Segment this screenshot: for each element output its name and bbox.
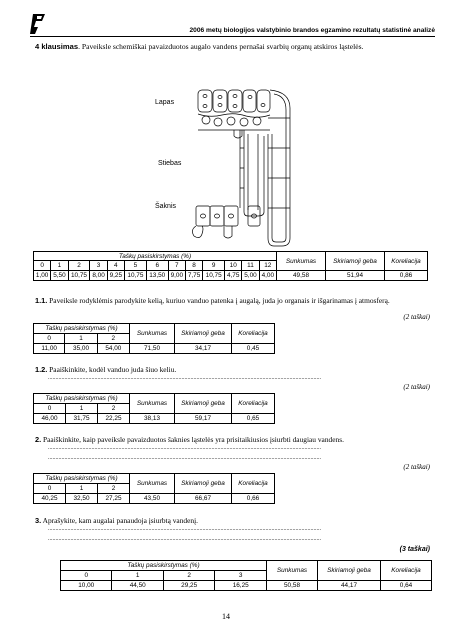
stat-header: Koreliacija (232, 324, 275, 344)
point-header: 6 (146, 261, 168, 271)
point-header: 2 (98, 484, 130, 494)
stat-value: 59,17 (175, 414, 232, 424)
point-header: 4 (107, 261, 124, 271)
question-text: Aprašykite, kam augalai panaudoja įsiurbtą vandenį. (41, 516, 198, 525)
stat-header: Koreliacija (385, 252, 428, 271)
page-number: 14 (222, 612, 230, 621)
stat-value: 0,45 (232, 344, 275, 354)
point-value: 4,00 (259, 271, 276, 281)
question-number: 2. (35, 435, 42, 444)
stem-vessel (240, 90, 290, 246)
point-header: 3 (90, 261, 107, 271)
point-header: 0 (34, 404, 66, 414)
point-value: 27,25 (98, 494, 130, 504)
point-value: 22,25 (98, 414, 130, 424)
points-label: (2 taškai) (403, 313, 430, 321)
root-cells (192, 206, 260, 238)
question-2 (35, 435, 435, 445)
point-value: 54,00 (97, 344, 129, 354)
point-header: 2 (68, 261, 90, 271)
points-label: (2 taškai) (403, 383, 430, 391)
question-4-text: . Paveiksle schemiškai pavaizduotos augalo vandens pernašai svarbių organų atskiros ląstelės. (78, 42, 364, 51)
point-header: 12 (259, 261, 276, 271)
stat-header: Koreliacija (381, 561, 432, 581)
plant-cells-figure (140, 88, 300, 248)
point-header: 0 (34, 484, 66, 494)
header-title: 2006 metų biologijos valstybinio brandos egzamino rezultatų statistinė analizė (189, 27, 435, 34)
label-root: Šaknis (155, 203, 177, 210)
stat-value: 71,50 (130, 344, 175, 354)
point-value: 35,00 (65, 344, 97, 354)
point-value: 29,25 (163, 581, 214, 591)
stat-value: 0,86 (385, 271, 428, 281)
point-value: 8,00 (90, 271, 107, 281)
point-value: 1,00 (34, 271, 51, 281)
point-value: 7,75 (185, 271, 202, 281)
stat-header: Sunkumas (130, 474, 175, 494)
stat-header: Sunkumas (130, 394, 175, 414)
stat-header: Skiriamoji geba (175, 324, 232, 344)
question-1-1 (35, 296, 435, 306)
q1-2-stats-table (33, 393, 275, 424)
question-number: 3. (35, 516, 42, 525)
stat-value: 43,50 (130, 494, 175, 504)
stat-value: 38,13 (130, 414, 175, 424)
point-value: 40,25 (34, 494, 66, 504)
point-value: 32,50 (66, 494, 98, 504)
point-value: 31,75 (66, 414, 98, 424)
answer-line[interactable]: ...................................................................................................................................................................................... (48, 455, 321, 461)
group-header: Taškų pasiskirstymas (%) (61, 561, 267, 571)
question-4-intro (35, 42, 435, 52)
label-leaf: Lapas (155, 99, 175, 106)
stat-header: Sunkumas (267, 561, 318, 581)
points-label: (2 taškai) (403, 463, 430, 471)
stat-value: 50,58 (267, 581, 318, 591)
point-value: 46,00 (34, 414, 66, 424)
point-header: 1 (66, 404, 98, 414)
question-text: Paaiškinkite, kodėl vanduo juda šiuo keliu. (47, 365, 177, 374)
point-header: 11 (242, 261, 259, 271)
stat-value: 0,64 (381, 581, 432, 591)
point-header: 3 (215, 571, 267, 581)
stat-value: 0,66 (232, 494, 275, 504)
point-header: 0 (61, 571, 112, 581)
point-header: 1 (112, 571, 163, 581)
point-value: 44,50 (112, 581, 163, 591)
main-stats-table (33, 251, 428, 281)
stat-value: 49,58 (277, 271, 326, 281)
point-header: 5 (124, 261, 146, 271)
point-header: 0 (34, 334, 65, 344)
leaf-cells (198, 90, 270, 138)
point-value: 4,75 (225, 271, 242, 281)
point-header: 9 (203, 261, 225, 271)
group-header: Taškų pasiskirstymas (%) (34, 474, 130, 484)
point-value: 9,25 (107, 271, 124, 281)
point-value: 10,75 (203, 271, 225, 281)
point-header: 0 (34, 261, 51, 271)
stat-header: Koreliacija (232, 394, 275, 414)
answer-line[interactable]: ...................................................................................................................................................................................... (48, 536, 321, 542)
stat-header: Skiriamoji geba (175, 474, 232, 494)
point-value: 9,00 (168, 271, 185, 281)
group-header: Taškų pasiskirstymas (%) (34, 324, 130, 334)
stat-header: Sunkumas (130, 324, 175, 344)
stat-value: 44,17 (318, 581, 381, 591)
answer-line[interactable]: ...................................................................................................................................................................................... (48, 526, 321, 532)
question-1-2 (35, 365, 435, 375)
point-header: 8 (185, 261, 202, 271)
point-header: 1 (66, 484, 98, 494)
stat-value: 66,67 (175, 494, 232, 504)
stat-header: Sunkumas (277, 252, 326, 271)
point-header: 2 (97, 334, 129, 344)
point-header: 1 (51, 261, 68, 271)
point-header: 2 (98, 404, 130, 414)
points-label: (3 taškai) (399, 546, 430, 553)
label-stem: Stiebas (158, 160, 182, 167)
stat-header: Koreliacija (232, 474, 275, 494)
question-number: 1.2. (35, 365, 48, 374)
stat-value: 0,65 (232, 414, 275, 424)
question-text: Paveiksle rodyklėmis parodykite kelią, kuriuo vanduo patenka į augalą, juda jo organais ir išgarinamas į atmosferą. (47, 296, 390, 305)
point-value: 5,50 (51, 271, 68, 281)
q3-stats-table (60, 560, 432, 591)
stat-header: Skiriamoji geba (175, 394, 232, 414)
header-divider (30, 36, 435, 37)
stat-value: 34,17 (175, 344, 232, 354)
stat-value: 51,94 (326, 271, 385, 281)
point-value: 10,75 (68, 271, 90, 281)
answer-line[interactable]: ...................................................................................................................................................................................... (48, 375, 321, 381)
point-header: 1 (65, 334, 97, 344)
stat-header: Skiriamoji geba (326, 252, 385, 271)
point-header: 7 (168, 261, 185, 271)
point-value: 11,00 (34, 344, 65, 354)
q2-stats-table (33, 473, 275, 504)
q1-1-stats-table (33, 323, 275, 354)
group-header: Taškų pasiskirstymas (%) (34, 394, 130, 404)
point-value: 5,00 (242, 271, 259, 281)
point-value: 16,25 (215, 581, 267, 591)
group-header: Taškų pasiskirstymas (%) (34, 252, 277, 261)
point-header: 2 (163, 571, 214, 581)
point-value: 13,50 (146, 271, 168, 281)
question-4-label: 4 klausimas (35, 42, 79, 51)
question-text: Paaiškinkite, kaip paveiksle pavaizduotos šaknies ląstelės yra prisitaikiusios įsiurbti daugiau vandens. (41, 435, 344, 444)
point-value: 10,75 (124, 271, 146, 281)
stat-header: Skiriamoji geba (318, 561, 381, 581)
question-number: 1.1. (35, 296, 48, 305)
point-header: 10 (225, 261, 242, 271)
answer-line[interactable]: ...................................................................................................................................................................................... (48, 445, 321, 451)
question-3 (35, 516, 435, 526)
logo-icon (30, 14, 45, 34)
point-value: 10,00 (61, 581, 112, 591)
